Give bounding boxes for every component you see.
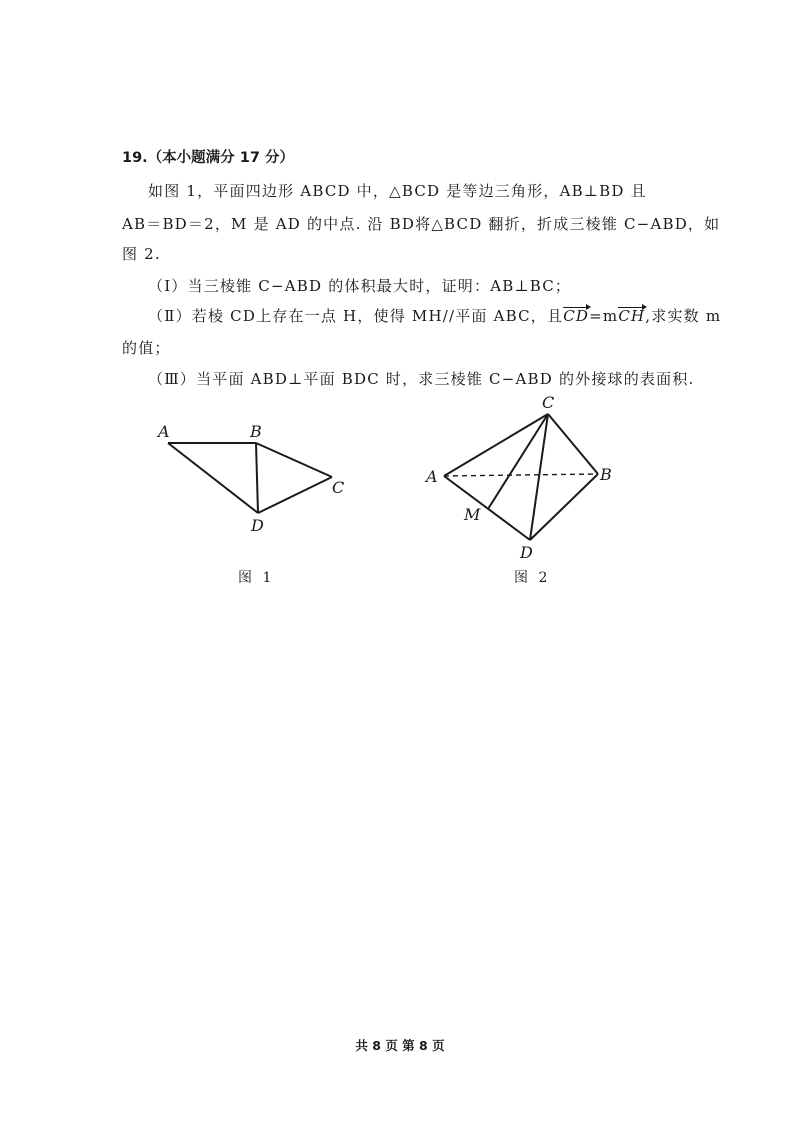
figure-2-caption: 图 2 [514, 570, 551, 586]
question-stem-line-1: 如图 1，平面四边形 ABCD 中，△BCD 是等边三角形，AB⊥BD 且 [148, 182, 647, 200]
edge-ab-hidden [444, 474, 598, 476]
question-part-2-equals: =m [589, 307, 619, 325]
label-c: C [332, 478, 345, 497]
segment-bc [256, 443, 332, 477]
question-stem-line-3: 图 2. [122, 245, 161, 263]
edge-cb [548, 414, 598, 474]
vector-cd: CD [563, 307, 590, 325]
edge-ad [444, 476, 530, 540]
segment-bd [256, 443, 258, 513]
question-part-2-continued: 的值； [122, 339, 171, 357]
question-part-2-tail: ,求实数 m [645, 307, 722, 325]
label-c: C [542, 393, 555, 412]
question-part-1: （Ⅰ）当三棱锥 C−ABD 的体积最大时，证明：AB⊥BC； [148, 277, 572, 295]
label-d: D [251, 516, 264, 535]
segment-cm [488, 414, 548, 509]
question-title: 19.（本小题满分 17 分） [122, 150, 294, 166]
figure-1-caption: 图 1 [238, 570, 275, 586]
vector-ch: CH [618, 307, 646, 325]
label-m: M [464, 505, 481, 524]
edge-cd [530, 414, 548, 540]
question-stem-line-2: AB＝BD＝2，M 是 AD 的中点. 沿 BD将△BCD 翻折，折成三棱锥 C−ABD，如 [122, 215, 721, 233]
segment-dc [258, 477, 332, 513]
figure-2 [420, 392, 620, 562]
edge-ca [444, 414, 548, 476]
figure-1 [150, 415, 370, 545]
label-a: A [426, 467, 438, 486]
question-part-2-text: （Ⅱ）若棱 CD上存在一点 H，使得 MH//平面 ABC，且 [148, 307, 564, 325]
question-part-3: （Ⅲ）当平面 ABD⊥平面 BDC 时，求三棱锥 C−ABD 的外接球的表面积. [148, 370, 695, 388]
question-part-2 [148, 306, 721, 326]
label-d: D [520, 543, 533, 562]
label-b: B [250, 422, 262, 441]
label-b: B [600, 465, 612, 484]
page-footer: 共 8 页 第 8 页 [355, 1038, 445, 1053]
segment-ad [168, 443, 258, 513]
label-a: A [158, 422, 170, 441]
edge-bd [530, 474, 598, 540]
